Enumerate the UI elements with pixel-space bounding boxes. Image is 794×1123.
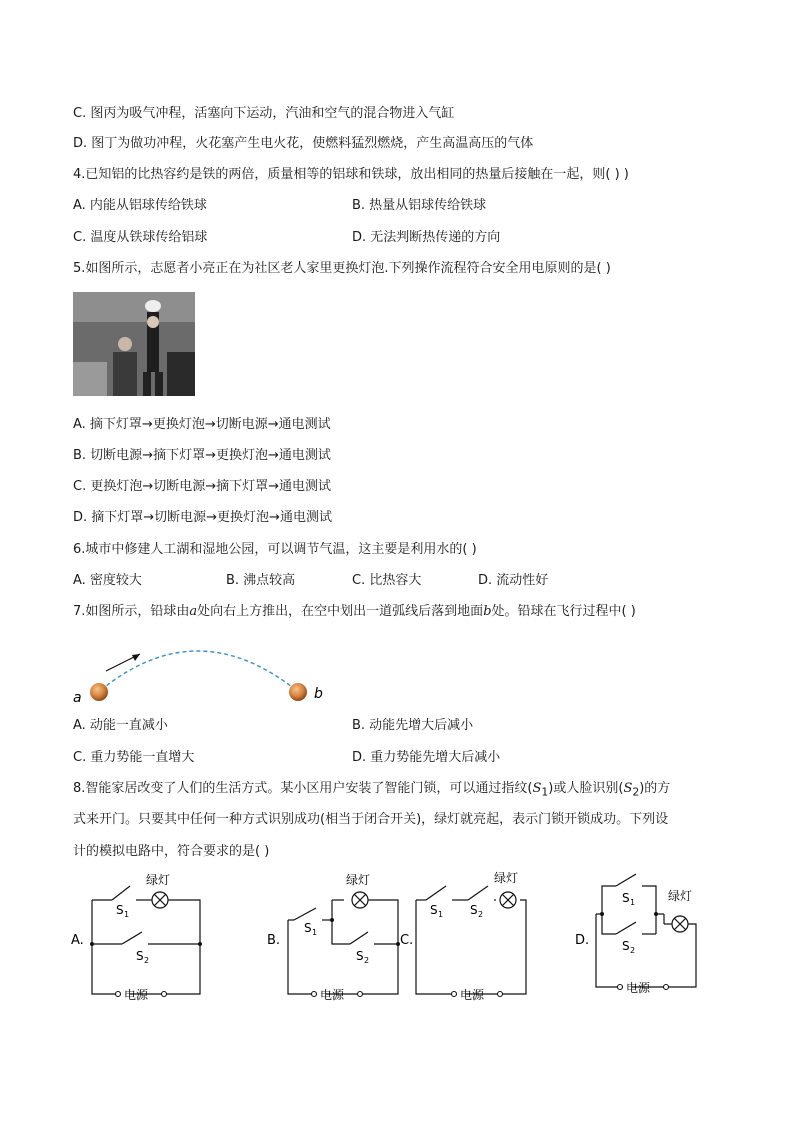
lamp-icon — [672, 916, 688, 932]
label-b: b — [314, 686, 323, 702]
terminal-dot — [452, 992, 457, 997]
terminal-dot — [618, 985, 623, 990]
q4-option-b: B. 热量从铝球传给铁球 — [352, 198, 487, 213]
q7-option-c: C. 重力势能一直增大 — [73, 750, 195, 765]
switch-label: S — [136, 949, 144, 963]
lamp-icon — [352, 892, 368, 908]
q4-stem: 4.已知铝的比热容约是铁的两倍，质量相等的铝球和铁球，放出相同的热量后接触在一起，则( ) ) — [73, 167, 629, 182]
junction-dot — [600, 912, 604, 916]
q4-option-d: D. 无法判断热传递的方向 — [352, 230, 501, 245]
lamp-label: 绿灯 — [668, 889, 693, 903]
q8-stem-line3: 计的模拟电路中，符合要求的是( ) — [73, 844, 270, 859]
q5-option-b: B. 切断电源→摘下灯罩→更换灯泡→通电测试 — [73, 448, 331, 463]
q7-point-b: b — [483, 604, 492, 619]
q5-option-c: C. 更换灯泡→切断电源→摘下灯罩→通电测试 — [73, 479, 332, 494]
switch-label: S — [622, 939, 630, 953]
circuit-option-c-label: C. — [400, 933, 414, 948]
q5-stem: 5.如图所示，志愿者小亮正在为社区老人家里更换灯泡.下列操作流程符合安全用电原则的是( ) — [73, 261, 611, 276]
power-label: 电源 — [124, 988, 149, 1002]
subscript: 2 — [632, 785, 640, 799]
switch-subscript: 1 — [630, 898, 636, 907]
ball-a — [90, 683, 108, 701]
circuit-options-diagram — [60, 862, 740, 1012]
lamp-label: 绿灯 — [494, 871, 519, 885]
circuit-option-d-label: D. — [575, 933, 590, 948]
ball-b — [289, 683, 307, 701]
label-a: a — [73, 690, 82, 706]
lamp-label: 绿灯 — [346, 873, 371, 887]
junction-dot — [198, 942, 202, 946]
circuit-a — [92, 886, 200, 994]
junction-dot — [90, 942, 94, 946]
q5-option-d: D. 摘下灯罩→切断电源→更换灯泡→通电测试 — [73, 510, 332, 525]
lamp-icon — [152, 892, 168, 908]
power-label: 电源 — [320, 988, 345, 1002]
switch-label: S — [622, 891, 630, 905]
switch-subscript: 2 — [144, 956, 150, 965]
q6-option-b: B. 沸点较高 — [226, 573, 296, 588]
q5-option-a: A. 摘下灯罩→更换灯泡→切断电源→通电测试 — [73, 417, 331, 432]
q7-option-a: A. 动能一直减小 — [73, 718, 168, 733]
q6-stem: 6.城市中修建人工湖和湿地公园，可以调节气温，这主要是利用水的( ) — [73, 542, 477, 557]
q7-stem-part: 处。铅球在飞行过程中( ) — [491, 604, 636, 619]
switch-subscript: 1 — [124, 910, 130, 919]
circuit-option-a-label: A. — [71, 933, 84, 948]
junction-dot — [330, 918, 334, 922]
q4-option-a: A. 内能从铝球传给铁球 — [73, 198, 207, 213]
switch-label: S — [304, 921, 312, 935]
switch-subscript: 2 — [364, 956, 370, 965]
trajectory-arc — [101, 651, 296, 690]
junction-dot — [654, 912, 658, 916]
q8-stem-part: )的方 — [639, 781, 671, 796]
switch-subscript: 2 — [630, 946, 636, 955]
switch-subscript: 1 — [312, 928, 318, 937]
switch-subscript: 2 — [478, 910, 484, 919]
switch-label: S — [116, 903, 124, 917]
lamp-icon — [500, 892, 516, 908]
symbol-s1: S — [532, 781, 542, 796]
symbol-s2: S — [623, 781, 633, 796]
volunteer-photo-drawing — [73, 292, 195, 396]
power-label: 电源 — [626, 981, 651, 995]
circuit-option-b-label: B. — [267, 933, 281, 948]
q7-stem-part: 7.如图所示，铅球由 — [73, 604, 190, 619]
lamp-label: 绿灯 — [146, 873, 171, 887]
q3-option-d: D. 图丁为做功冲程，火花塞产生电火花，使燃料猛烈燃烧，产生高温高压的气体 — [73, 136, 534, 151]
q7-point-a: a — [189, 604, 198, 619]
q6-option-d: D. 流动性好 — [478, 573, 549, 588]
power-label: 电源 — [460, 988, 485, 1002]
switch-label: S — [356, 949, 364, 963]
switch-label: S — [470, 903, 478, 917]
q7-option-d: D. 重力势能先增大后减小 — [352, 750, 501, 765]
shot-put-diagram — [60, 640, 340, 710]
volunteer-photo — [73, 292, 195, 396]
terminal-dot — [312, 992, 317, 997]
circuit-b — [288, 900, 398, 994]
q8-stem-line1 — [73, 780, 670, 802]
q8-stem-line2: 式来开门。只要其中任何一种方式识别成功(相当于闭合开关)，绿灯就亮起，表示门锁开锁成功。下列设 — [73, 812, 669, 827]
q6-option-a: A. 密度较大 — [73, 573, 142, 588]
terminal-dot — [162, 992, 167, 997]
q7-stem-part: 处向右上方推出，在空中划出一道弧线后落到地面 — [197, 604, 484, 619]
switch-label: S — [430, 903, 438, 917]
subscript: 1 — [541, 785, 549, 799]
q8-stem-part: 8.智能家居改变了人们的生活方式。某小区用户安装了智能门锁，可以通过指纹( — [73, 781, 533, 796]
terminal-dot — [498, 992, 503, 997]
q7-stem — [73, 603, 636, 621]
terminal-dot — [358, 992, 363, 997]
q3-option-c: C. 图丙为吸气冲程，活塞向下运动，汽油和空气的混合物进入气缸 — [73, 106, 455, 121]
terminal-dot — [116, 992, 121, 997]
q6-option-c: C. 比热容大 — [352, 573, 422, 588]
terminal-dot — [664, 985, 669, 990]
switch-subscript: 1 — [438, 910, 444, 919]
q7-option-b: B. 动能先增大后减小 — [352, 718, 474, 733]
q4-option-c: C. 温度从铁球传给铝球 — [73, 230, 208, 245]
q8-stem-part: )或人脸识别( — [548, 781, 624, 796]
